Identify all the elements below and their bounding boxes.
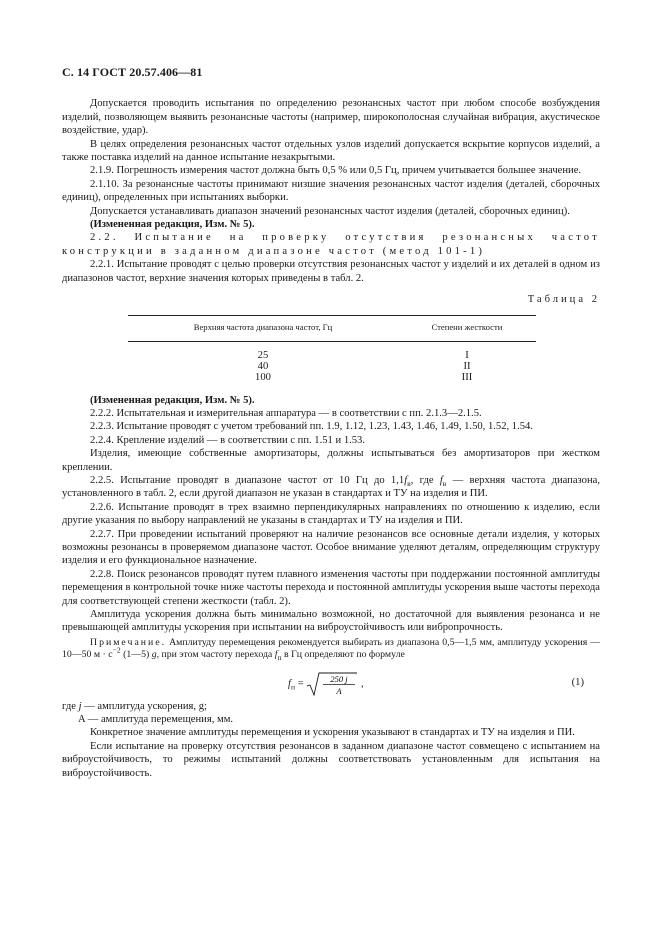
table-2 (128, 315, 536, 388)
table-header-cell: Верхняя частота диапазона частот, Гц (128, 315, 398, 341)
paragraph: 2.2.3. Испытание проводят с учетом требований пп. 1.9, 1.12, 1.23, 1.43, 1.46, 1.49, 1.50, 1.52, 1.54. (90, 421, 533, 433)
paragraph: 2.2.4. Крепление изделий — в соответствии с пп. 1.51 и 1.53. (90, 434, 366, 446)
formula-number: (1) (571, 676, 584, 688)
edit-note: (Измененная редакция, Изм. № 5). (90, 394, 255, 406)
table-header-cell: Степени жесткости (398, 315, 536, 341)
table-caption: Таблица 2 (527, 294, 600, 306)
table-cell: 100 (255, 372, 271, 384)
paragraph: Амплитуда ускорения должна быть минимально возможной, но достаточной для выявления резонанса и не превышающей амплитуды ускорения при испытании на виброустойчивость или вибропрочность. (62, 609, 600, 634)
table-cell: 40 (257, 361, 269, 373)
paragraph: 2.2.6. Испытание проводят в трех взаимно перпендикулярных направлениях по отношению к изделию, если другие указания по выбору направлений не указаны в стандартах и ТУ на изделия и ПИ. (62, 501, 600, 527)
formula-legend: A — амплитуда перемещения, мм. (78, 714, 234, 726)
paragraph: 2.2.1. Испытание проводят с целью проверки отсутствия резонансных частот у изделий и их деталей в одном из диапазонов частот, верхние значения которых приведены в табл. 2. (62, 259, 600, 284)
note: Примечание. Амплитуду перемещения рекомендуется выбирать из диапазона 0,5—1,5 мм, амплитуду ускорения — 10—50 $м \cdot с^{-2}$ (1—5) g, при этом частоту перехода $f_п$ в Гц определяют по формуле (62, 636, 600, 663)
paragraph: Изделия, имеющие собственные амортизаторы, должны испытываться без амортизаторов при жестком креплении. (62, 448, 600, 473)
paragraph: Конкретное значение амплитуды перемещения и ускорения указывают в стандартах и ТУ на изделия и ПИ. (90, 727, 575, 739)
page-header: С. 14 ГОСТ 20.57.406—81 (62, 65, 203, 79)
formula-legend: где j — амплитуда ускорения, g; (62, 700, 207, 712)
section-heading: 2.2. Испытание на проверку отсутствия резонансных частот конструкции в заданном диапазоне частот (метод 101-1) (62, 232, 600, 257)
paragraph: 2.2.8. Поиск резонансов проводят путем плавного изменения частоты при поддержании постоянной амплитуды перемещения в контрольной точке ниже частоты перехода и постоянной амплитуды ускорения выше частоты перехода для соответствующей степени жесткости (табл. 2). (62, 568, 600, 607)
formula-numerator: 250 j (330, 673, 348, 684)
paragraph: 2.2.7. При проведении испытаний проверяют на наличие резонансов все основные детали изделия, у которых возможны резонансы в проверяемом диапазоне частот. Особое внимание уделяют деталям, определяющим структуру изделия и его функциональное назначение. (62, 528, 600, 567)
table-cell: III (461, 372, 473, 384)
paragraph: Допускается устанавливать диапазон значений резонансных частот изделия (деталей, сборочных единиц). (90, 205, 570, 217)
table-row (128, 361, 536, 372)
table-cell: I (465, 349, 469, 361)
paragraph: 2.2.2. Испытательная и измерительная аппаратура — в соответствии с пп. 2.1.3—2.1.5. (90, 407, 482, 419)
table-row (128, 372, 536, 387)
paragraph: 2.1.10. За резонансные частоты принимают низшие значения резонансных частот изделия (деталей, сборочных единиц), определенных при испытаниях выборки. (62, 178, 600, 204)
formula-denominator: A (336, 685, 342, 696)
paragraph: 2.1.9. Погрешность измерения частот должна быть 0,5 % или 0,5 Гц, причем учитывается большее значение. (90, 165, 582, 177)
table-row (128, 341, 536, 361)
formula (62, 668, 600, 696)
paragraph: В целях определения резонансных частот отдельных узлов изделий допускается вскрытие корпусов изделий, а также поставка изделий на данное испытание незакрытыми. (62, 138, 600, 164)
sqrt-fraction (306, 671, 358, 697)
paragraph: 2.2.5. Испытание проводят в диапазоне частот от 10 Гц до $1,1f_в$, где $f_в$ — верхняя частота диапазона, установленного в табл. 2, если другой диапазон не указан в стандартах и ТУ на изделия и ПИ. (62, 474, 600, 500)
table-cell: 25 (257, 349, 269, 361)
paragraph: Допускается проводить испытания по определению резонансных частот при любом способе возбуждения изделий, позволяющем выявить резонансные частоты (например, широкополосная случайная вибрация, акустическое воздействие, удар). (62, 98, 600, 137)
edit-note: (Измененная редакция, Изм. № 5). (90, 219, 255, 231)
document-page (62, 66, 600, 780)
paragraph: Если испытание на проверку отсутствия резонансов в заданном диапазоне частот совмещено с испытанием на виброустойчивость, то режимы испытаний должны соответствовать установленным для испытания на виброустойчивость. (62, 740, 600, 779)
formula-expression: $f_п$ = 250 j A , (288, 671, 364, 697)
table-cell: II (463, 361, 471, 373)
